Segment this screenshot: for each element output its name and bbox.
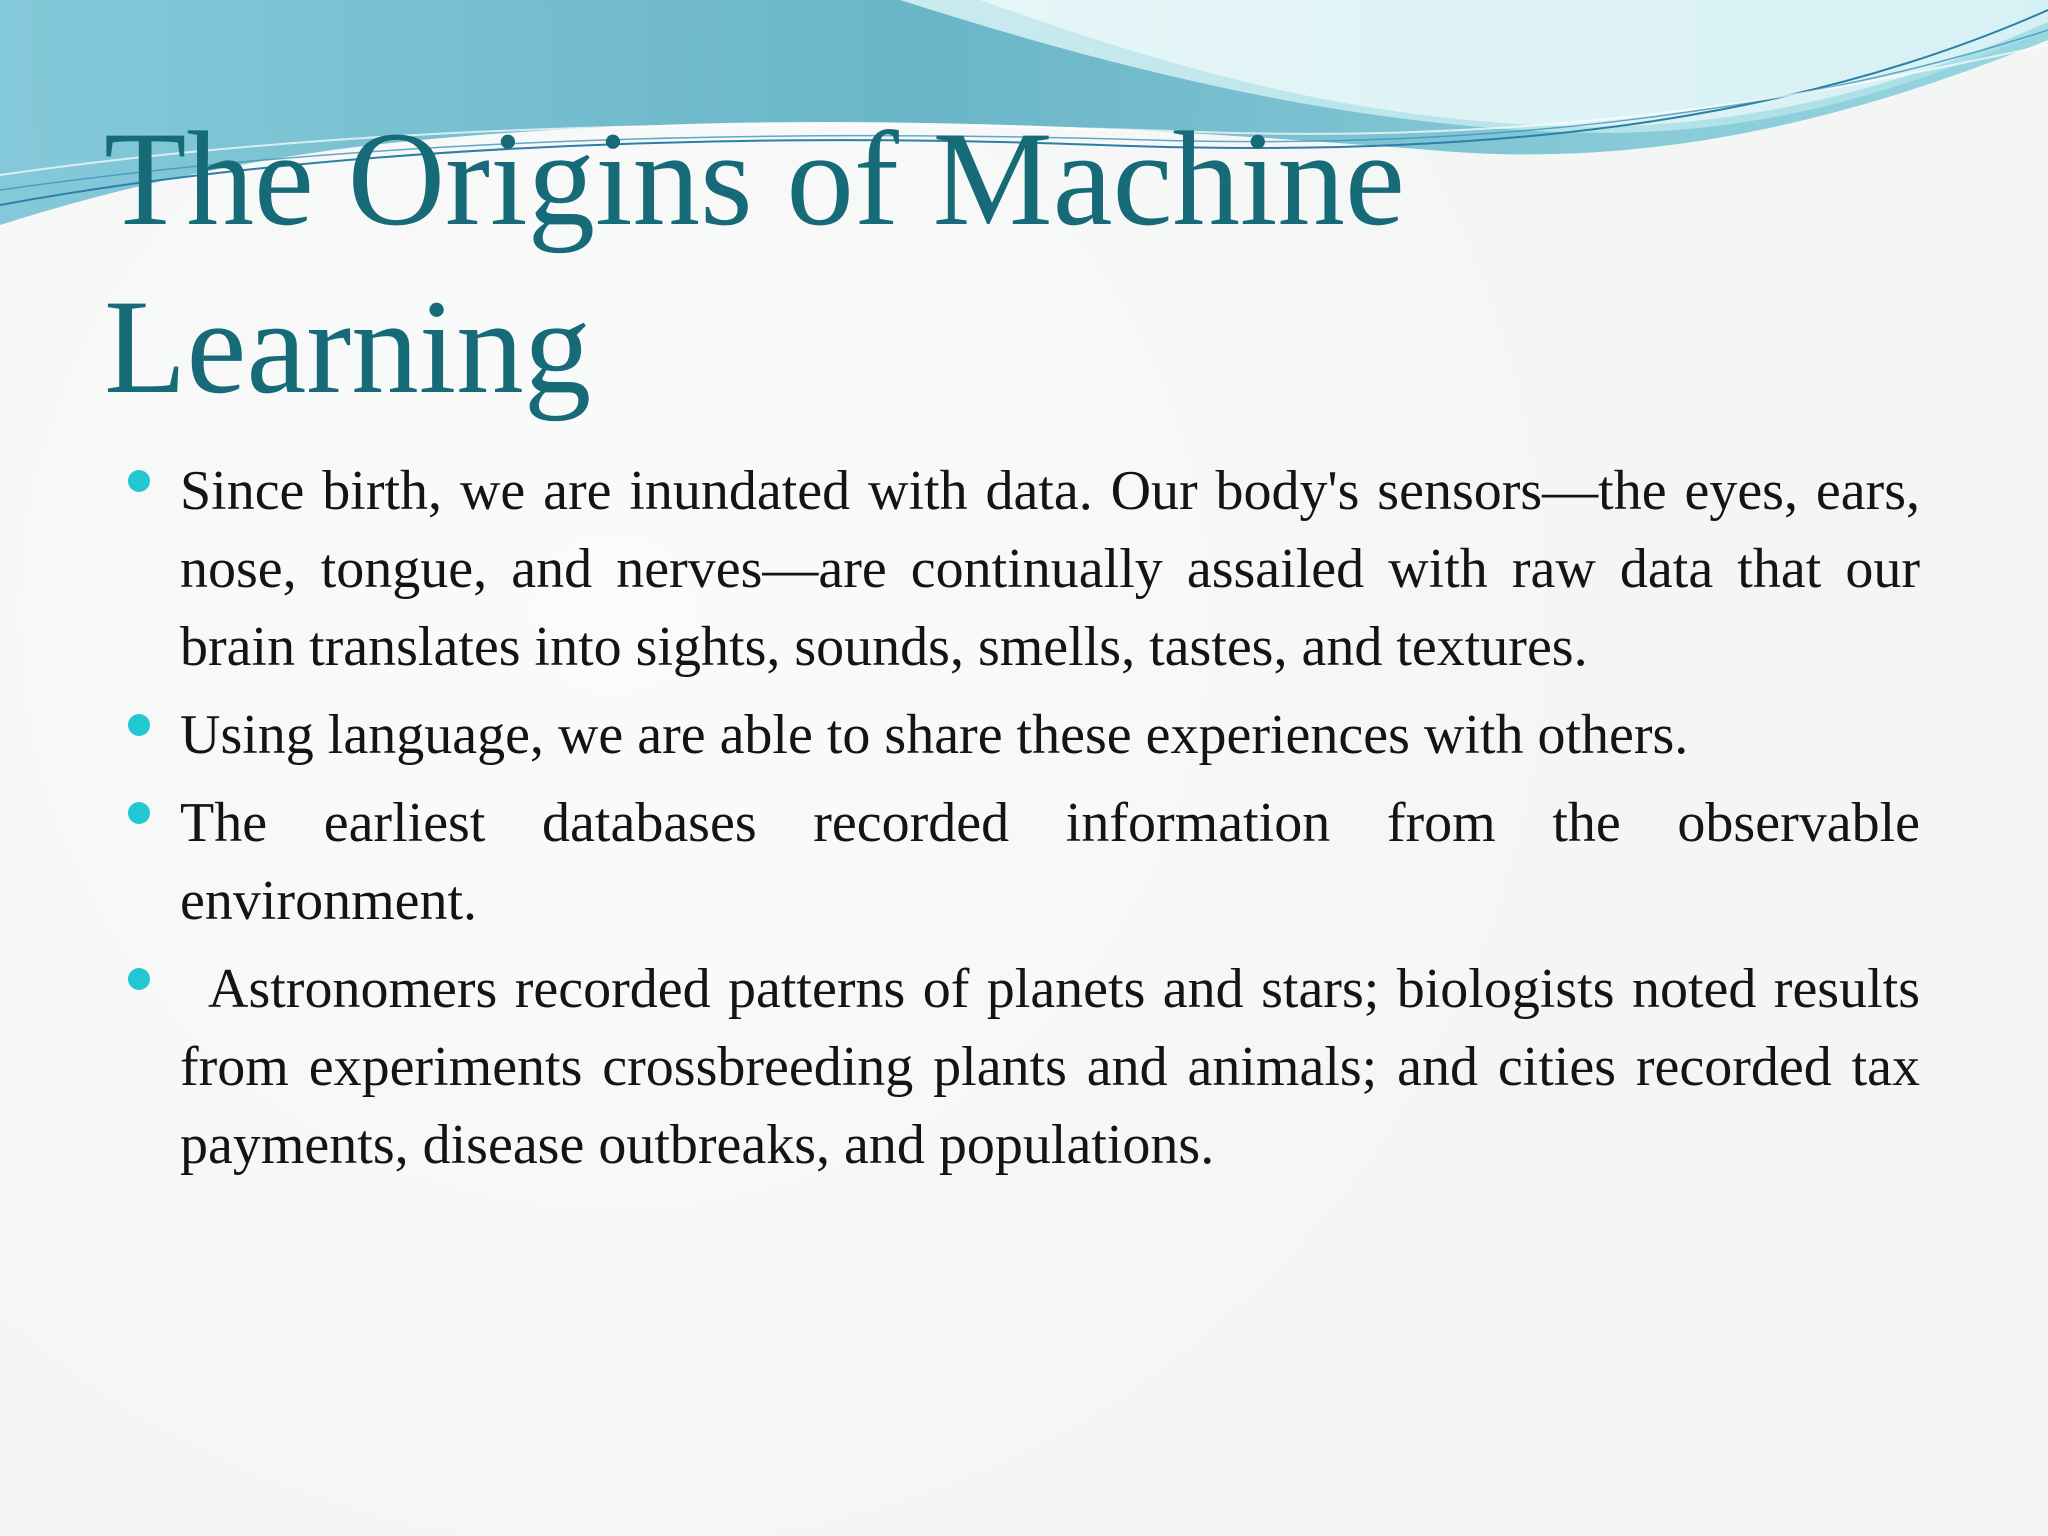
bullet-dot-icon [128, 968, 150, 990]
slide-title: The Origins of Machine Learning [104, 105, 1405, 422]
bullet-text: The earliest databases recorded information from the observable environment. [180, 792, 1920, 932]
bullet-text: Astronomers recorded patterns of planets and stars; biologists noted results from experiments crossbreeding plants and animals; and cities recorded tax payments, disease outbreaks, and populations. [180, 958, 1920, 1176]
bullet-list [128, 452, 1920, 1194]
bullet-item [128, 950, 1920, 1184]
bullet-dot-icon [128, 714, 150, 736]
bullet-dot-icon [128, 470, 150, 492]
bullet-item [128, 784, 1920, 940]
bullet-text: Since birth, we are inundated with data. Our body's sensors—the eyes, ears, nose, tongue, and nerves—are continually assailed with raw data that our brain translates into sights, sounds, smells, tastes, and textures. [180, 460, 1920, 678]
bullet-item [128, 452, 1920, 686]
bullet-item [128, 696, 1920, 774]
bullet-text: Using language, we are able to share these experiences with others. [180, 704, 1689, 766]
bullet-dot-icon [128, 802, 150, 824]
